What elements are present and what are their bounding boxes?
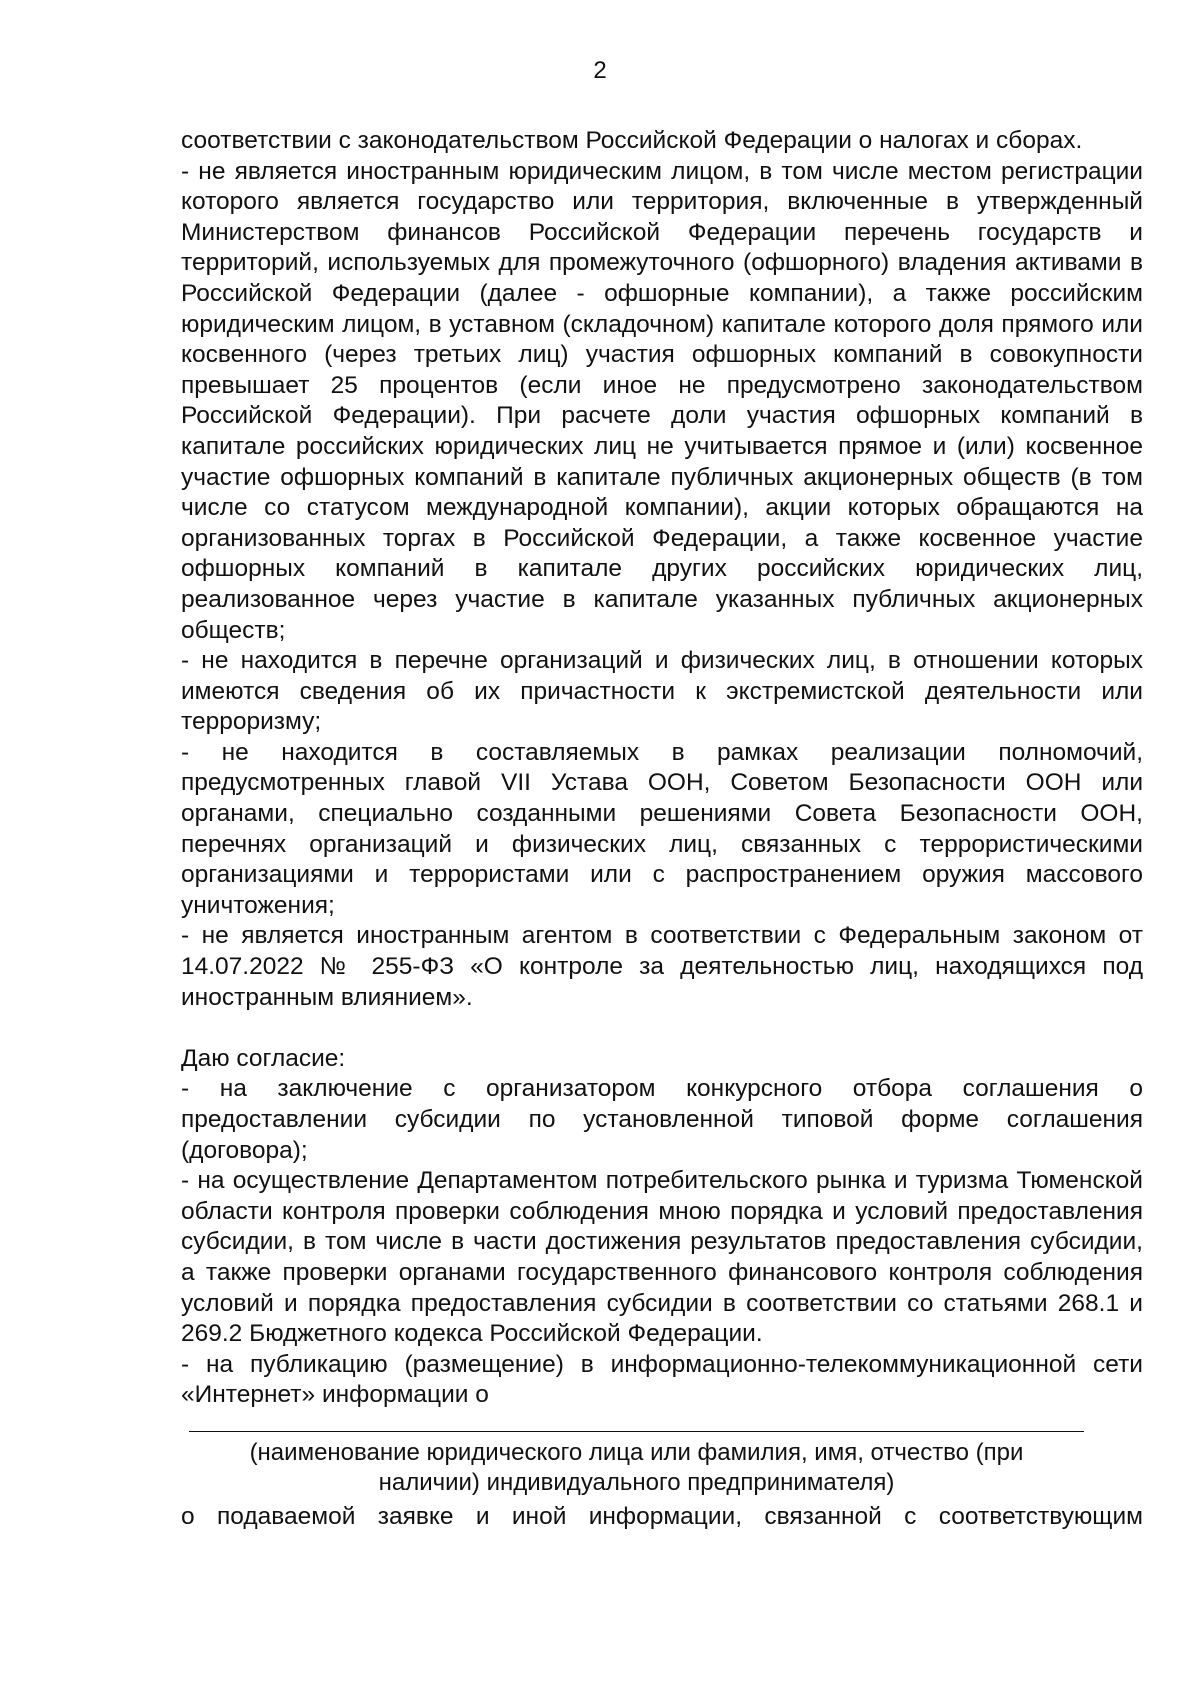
caption-line-2: наличии) индивидуального предпринимателя) — [378, 1468, 895, 1496]
paragraph-extremism-list: - не находится в перечне организаций и физических лиц, в отношении которых имеются сведения об их причастности к экстремистской деятельности или терроризму; — [181, 647, 1143, 736]
consent-item-publication: - на публикацию (размещение) в информационно-телекоммуникационной сети «Интернет» информации о — [181, 1350, 1143, 1409]
consent-item-control: - на осуществление Департаментом потребительского рынка и туризма Тюменской области контроля проверки соблюдения мною порядка и условий предоставления субсидии, в том числе в части достижения результатов предоставления субсидии, а также проверки органами государственного финансового контроля соблюдения условий и порядка предоставления субсидии в соответствии со статьями 268.1 и 269.2 Бюджетного кодекса Российской Федерации. — [181, 1167, 1143, 1348]
applicant-name-field — [181, 1431, 1143, 1498]
page-number: 2 — [593, 57, 607, 84]
paragraph-un-sanctions-list: - не находится в составляемых в рамках реализации полномочий, предусмотренных главой VII Устава ООН, Советом Безопасности ООН или органами, специально созданными решениями Совета Безопасности ООН, перечнях организаций и физических лиц, связанных с террористическими организациями и террористами или с распространением оружия массового уничтожения; — [181, 738, 1143, 919]
caption-line-1: (наименование юридического лица или фамилия, имя, отчество (при — [249, 1438, 1024, 1466]
paragraph-offshore-status: - не является иностранным юридическим лицом, в том числе местом регистрации которого является государство или территория, включенные в утвержденный Министерством финансов Российской Федерации перечень государств и территорий, используемых для промежуточного (офшорного) владения активами в Российской Федерации (далее - офшорные компании), а также российским юридическим лицом, в уставном (складочном) капитале которого доля прямого или косвенного (через третьих лиц) участия офшорных компаний в совокупности превышает 25 процентов (если иное не предусмотрено законодательством Российской Федерации). При расчете доли участия офшорных компаний в капитале российских юридических лиц не учитывается прямое и (или) косвенное участие офшорных компаний в капитале публичных акционерных обществ (в том числе со статусом международной компании), акции которых обращаются на организованных торгах в Российской Федерации, а также косвенное участие офшорных компаний в капитале других российских юридических лиц, реализованное через участие в капитале указанных публичных акционерных обществ; — [181, 157, 1143, 644]
paragraph-foreign-agent: - не является иностранным агентом в соответствии с Федеральным законом от 14.07.2022 № 255-ФЗ «О контроле за деятельностью лиц, находящихся под иностранным влиянием». — [181, 922, 1143, 1011]
paragraph-tax-compliance: соответствии с законодательством Российской Федерации о налогах и сборах. — [181, 127, 1083, 154]
applicant-name-caption — [181, 1438, 1092, 1498]
document-body — [181, 126, 1143, 1533]
consent-heading: Даю согласие: — [181, 1044, 346, 1072]
continuation-text: о подаваемой заявке и иной информации, связанной с соответствующим — [181, 1502, 1143, 1530]
applicant-name-line — [189, 1431, 1084, 1432]
paragraph-gap — [181, 1013, 1143, 1044]
consent-item-agreement: - на заключение с организатором конкурсного отбора соглашения о предоставлении субсидии по установленной типовой форме соглашения (договора); — [181, 1075, 1143, 1164]
